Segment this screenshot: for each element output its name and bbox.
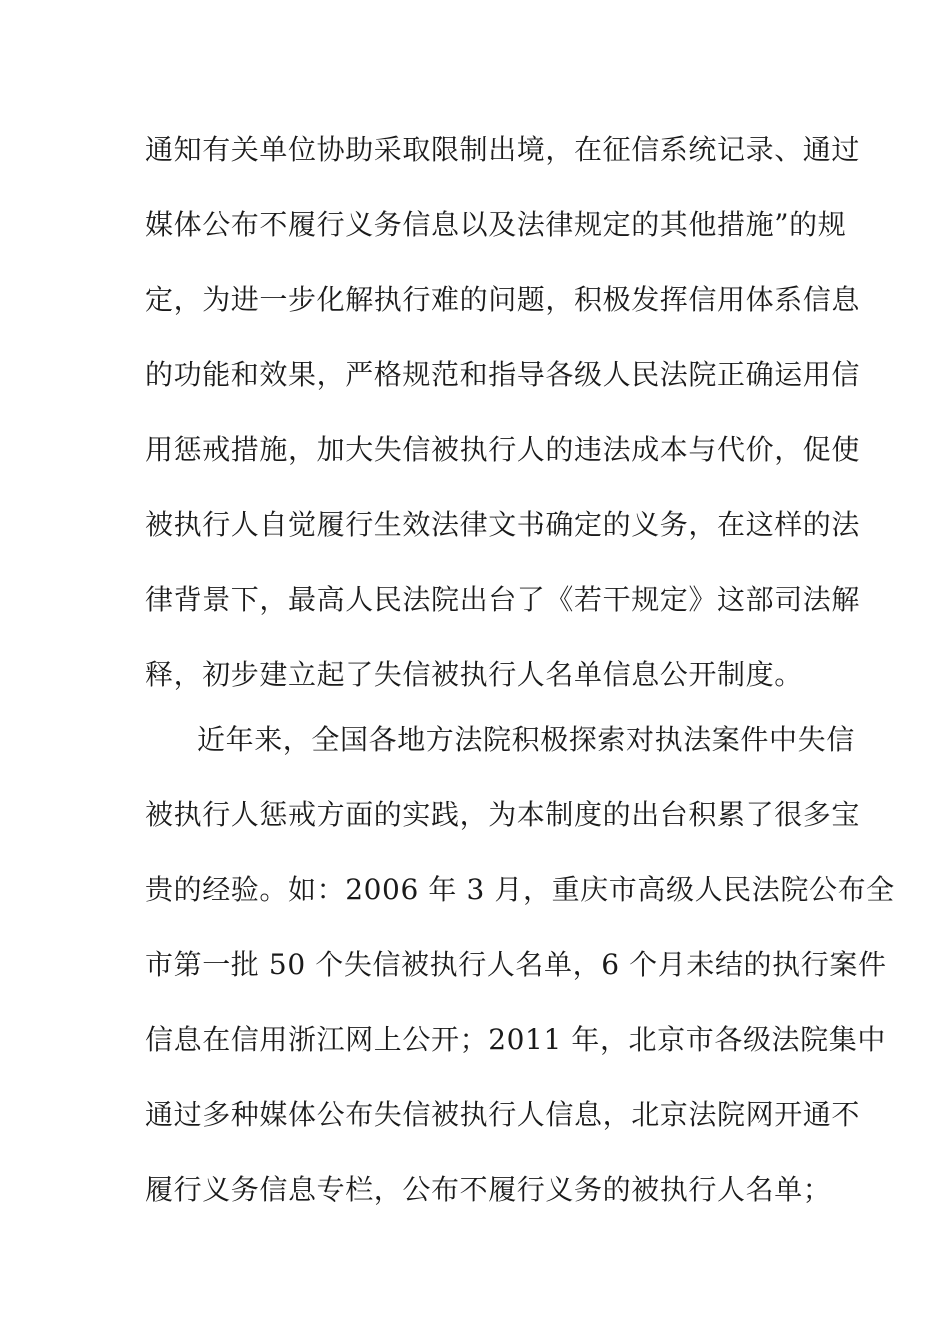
text-line: 贵的经验。如：2006 年 3 月，重庆市高级人民法院公布全 xyxy=(145,873,895,906)
text-line: 履行义务信息专栏，公布不履行义务的被执行人名单； xyxy=(145,1173,832,1206)
text-line: 被执行人自觉履行生效法律文书确定的义务，在这样的法 xyxy=(145,508,861,541)
text-line: 市第一批 50 个失信被执行人名单，6 个月未结的执行案件 xyxy=(145,948,887,981)
text-line: 定，为进一步化解执行难的问题，积极发挥信用体系信息 xyxy=(145,283,861,316)
text-line: 律背景下，最高人民法院出台了《若干规定》这部司法解 xyxy=(145,583,861,616)
text-line: 近年来，全国各地方法院积极探索对执法案件中失信 xyxy=(197,723,855,756)
text-line: 通过多种媒体公布失信被执行人信息，北京法院网开通不 xyxy=(145,1098,861,1131)
text-line: 信息在信用浙江网上公开；2011 年，北京市各级法院集中 xyxy=(145,1023,886,1056)
text-line: 用惩戒措施，加大失信被执行人的违法成本与代价，促使 xyxy=(145,433,861,466)
text-line: 被执行人惩戒方面的实践，为本制度的出台积累了很多宝 xyxy=(145,798,861,831)
text-line: 释，初步建立起了失信被执行人名单信息公开制度。 xyxy=(145,658,803,691)
text-line: 通知有关单位协助采取限制出境，在征信系统记录、通过 xyxy=(145,133,861,166)
text-line: 的功能和效果，严格规范和指导各级人民法院正确运用信 xyxy=(145,358,861,391)
text-line: 媒体公布不履行义务信息以及法律规定的其他措施”的规 xyxy=(145,208,847,241)
